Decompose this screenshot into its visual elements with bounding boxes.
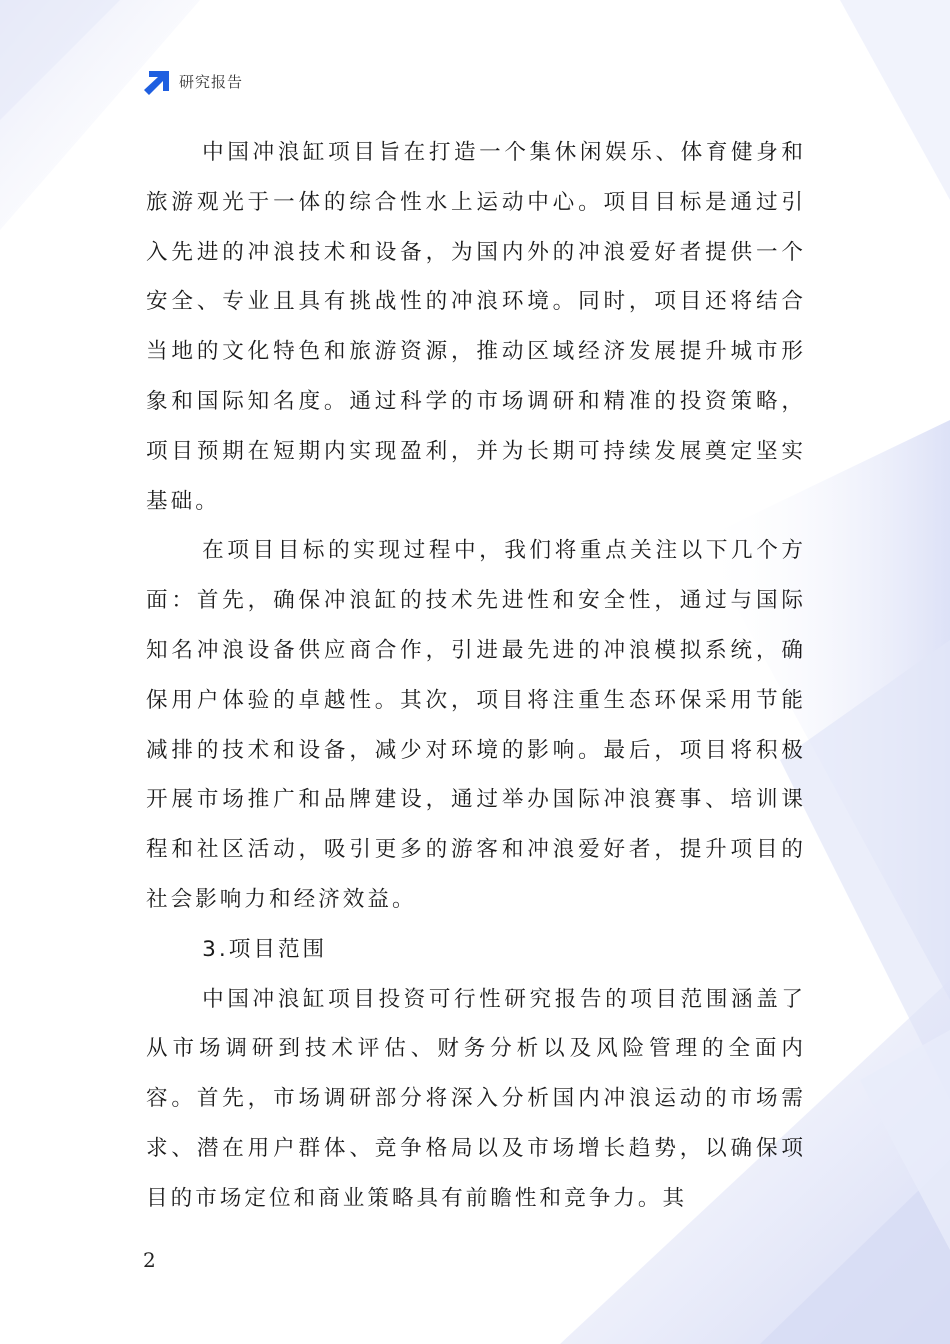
paragraph-focus-areas: 在项目目标的实现过程中，我们将重点关注以下几个方面：首先，确保冲浪缸的技术先进性和安全性，通过与国际知名冲浪设备供应商合作，引进最先进的冲浪模拟系统，确保用户体验的卓越性。其次，项目将注重生态环保采用节能减排的技术和设备，减少对环境的影响。最后，项目将积极开展市场推广和品牌建设，通过举办国际冲浪赛事、培训课程和社区活动，吸引更多的游客和冲浪爱好者，提升项目的社会影响力和经济效益。 xyxy=(146,538,806,912)
document-body xyxy=(146,128,806,1224)
page-number: 2 xyxy=(143,1248,156,1272)
header-title: 研究报告 xyxy=(179,72,244,91)
report-header xyxy=(143,66,243,96)
arrow-up-right-icon xyxy=(143,67,171,95)
paragraph-project-goal: 中国冲浪缸项目旨在打造一个集休闲娱乐、体育健身和旅游观光于一体的综合性水上运动中心。项目目标是通过引入先进的冲浪技术和设备，为国内外的冲浪爱好者提供一个安全、专业且具有挑战性的冲浪环境。同时，项目还将结合当地的文化特色和旅游资源，推动区域经济发展提升城市形象和国际知名度。通过科学的市场调研和精准的投资策略，项目预期在短期内实现盈利，并为长期可持续发展奠定坚实基础。 xyxy=(146,140,806,514)
paragraph-project-scope: 中国冲浪缸项目投资可行性研究报告的项目范围涵盖了从市场调研到技术评估、财务分析以及风险管理的全面内容。首先，市场调研部分将深入分析国内冲浪运动的市场需求、潜在用户群体、竞争格局以及市场增长趋势，以确保项目的市场定位和商业策略具有前瞻性和竞争力。其 xyxy=(146,986,806,1211)
section-heading: 3.项目范围 xyxy=(202,936,328,962)
